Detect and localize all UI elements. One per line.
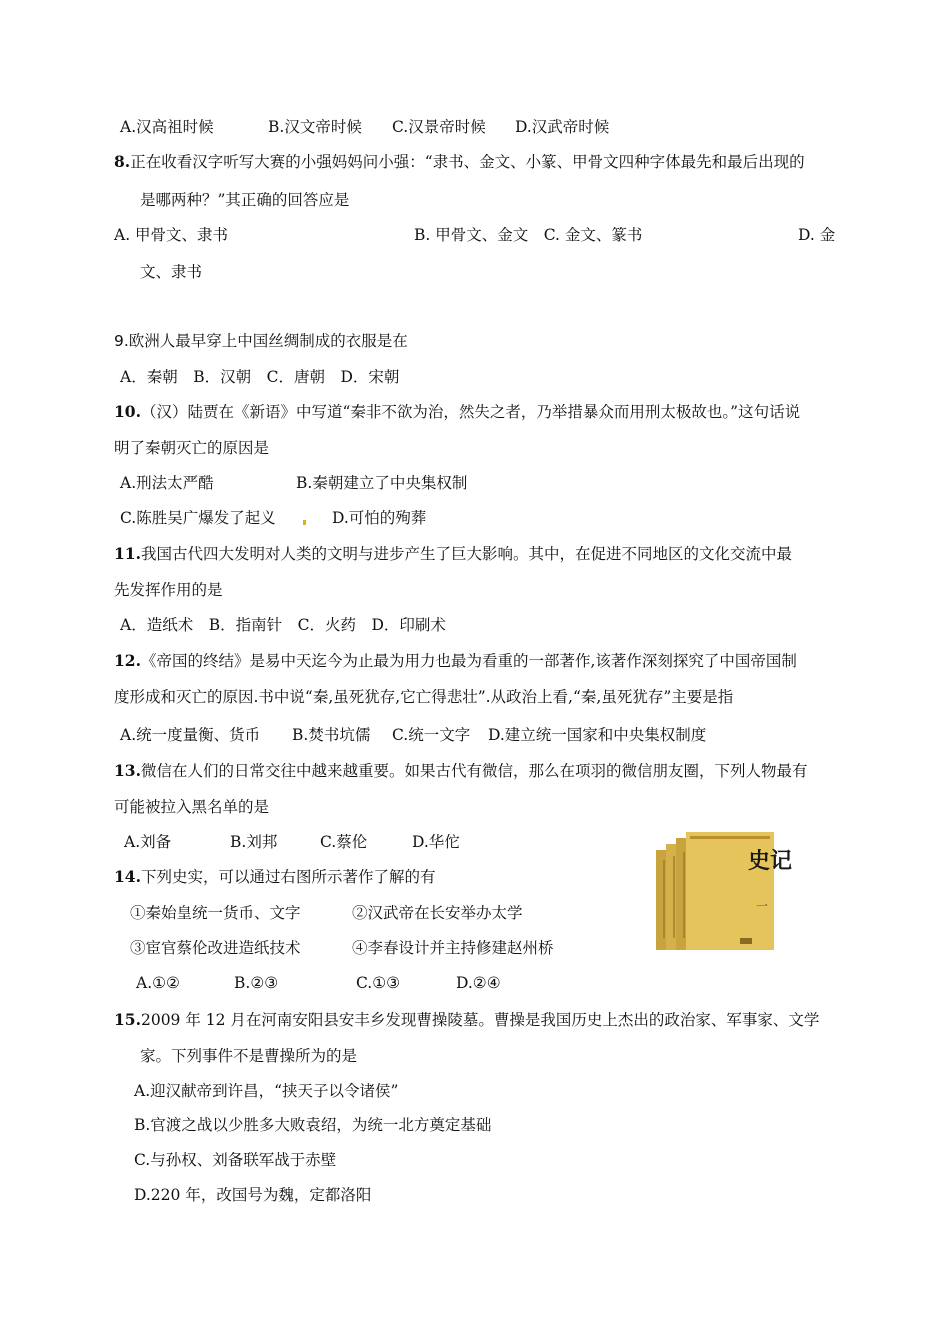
q8-option-d: D. 金 xyxy=(798,226,836,244)
q13-text: 微信在人们的日常交往中越来越重要。如果古代有微信，那么在项羽的微信朋友圈，下列人物最有 xyxy=(140,762,808,780)
q15-line1 xyxy=(114,1010,819,1030)
q14-number: 14. xyxy=(114,867,141,886)
q13-line2: 可能被拉入黑名单的是 xyxy=(114,798,270,816)
q10-text: （汉）陆贾在《新语》中写道“秦非不欲为治，然失之者，乃举措暴众而用刑太极故也。”这句话说 xyxy=(140,403,801,421)
q13-option-d: D.华佗 xyxy=(412,833,460,851)
publisher-logo xyxy=(740,938,752,944)
q8-option-a: A. 甲骨文、隶书 xyxy=(114,226,229,244)
q10-option-c: C.陈胜吴广爆发了起义 xyxy=(120,509,276,527)
q13-option-b: B.刘邦 xyxy=(230,833,278,851)
q12-option-d: D.建立统一国家和中央集权制度 xyxy=(488,726,707,744)
q7-option-d: D.汉武帝时候 xyxy=(515,118,610,136)
q12-option-c: C.统一文字 xyxy=(392,726,471,744)
q14-option-c: C.①③ xyxy=(356,974,401,992)
q15-number: 15. xyxy=(114,1010,141,1029)
book-volume: 一 xyxy=(756,899,769,913)
q10-line1 xyxy=(114,402,800,422)
q13-line1 xyxy=(114,761,807,781)
q13-option-c: C.蔡伦 xyxy=(320,833,368,851)
q15-option-d: D.220 年，改国号为魏，定都洛阳 xyxy=(134,1186,372,1204)
q12-option-b: B.焚书坑儒 xyxy=(292,726,371,744)
q14-item-2: ②汉武帝在长安举办太学 xyxy=(352,904,523,922)
q10-number: 10. xyxy=(114,402,141,421)
q12-line2: 度形成和灭亡的原因.书中说“秦,虽死犹存,它亡得悲壮”.从政治上看,“秦,虽死犹存”主要是指 xyxy=(114,688,734,706)
q9-options: A．秦朝 B．汉朝 C．唐朝 D．宋朝 xyxy=(120,368,400,386)
q9-line xyxy=(114,331,408,351)
q9-text: 欧洲人最早穿上中国丝绸制成的衣服是在 xyxy=(128,332,408,350)
q14-item-4: ④李春设计并主持修建赵州桥 xyxy=(352,939,554,957)
q7-option-c: C.汉景帝时候 xyxy=(392,118,486,136)
scan-speck xyxy=(303,520,306,525)
q15-text: 2009 年 12 月在河南安阳县安丰乡发现曹操陵墓。曹操是我国历史上杰出的政治家、军事家、文学 xyxy=(140,1011,820,1029)
cover-stripe xyxy=(690,836,770,839)
q7-option-b: B.汉文帝时候 xyxy=(268,118,362,136)
q12-number: 12. xyxy=(114,651,141,670)
q15-option-a: A.迎汉献帝到许昌，“挟天子以令诸侯” xyxy=(134,1082,399,1100)
q11-options: A．造纸术 B．指南针 C．火药 D．印刷术 xyxy=(120,616,446,634)
q14-item-3: ③宦官蔡伦改进造纸技术 xyxy=(130,939,301,957)
q15-option-b: B.官渡之战以少胜多大败袁绍，为统一北方奠定基础 xyxy=(134,1116,492,1134)
q10-option-a: A.刑法太严酷 xyxy=(120,474,214,492)
q10-option-b: B.秦朝建立了中央集权制 xyxy=(296,474,468,492)
q11-line2: 先发挥作用的是 xyxy=(114,581,223,599)
q8-number: 8. xyxy=(114,152,131,171)
q8-option-bc: B. 甲骨文、金文 C. 金文、篆书 xyxy=(414,226,643,244)
q8-line1 xyxy=(114,152,805,172)
q7-option-a: A.汉高祖时候 xyxy=(120,118,214,136)
q15-option-c: C.与孙权、刘备联军战于赤壁 xyxy=(134,1151,337,1169)
q14-item-1: ①秦始皇统一货币、文字 xyxy=(130,904,301,922)
q14-line xyxy=(114,867,435,887)
shiji-book-set-image xyxy=(652,830,793,956)
q12-text: 《帝国的终结》是易中天迄今为止最为用力也最为看重的一部著作,该著作深刻探究了中国帝国制 xyxy=(140,652,797,670)
q12-option-a: A.统一度量衡、货币 xyxy=(120,726,261,744)
q10-option-d: D.可怕的殉葬 xyxy=(332,509,427,527)
q8-text: 正在收看汉字听写大赛的小强妈妈问小强：“隶书、金文、小篆、甲骨文四种字体最先和最后出现的 xyxy=(130,153,805,171)
q14-option-b: B.②③ xyxy=(234,974,279,992)
q15-line2: 家。下列事件不是曹操所为的是 xyxy=(140,1047,358,1065)
q11-text: 我国古代四大发明对人类的文明与进步产生了巨大影响。其中，在促进不同地区的文化交流中最 xyxy=(140,545,792,563)
q10-line2: 明了秦朝灭亡的原因是 xyxy=(114,439,270,457)
q13-option-a: A.刘备 xyxy=(124,833,172,851)
q8-option-d-cont: 文、隶书 xyxy=(140,263,203,281)
q11-line1 xyxy=(114,544,792,564)
q13-number: 13. xyxy=(114,761,141,780)
q9-number: 9. xyxy=(114,332,129,350)
q11-number: 11. xyxy=(114,544,141,563)
q14-option-a: A.①② xyxy=(136,974,180,992)
q14-option-d: D.②④ xyxy=(456,974,501,992)
q12-line1 xyxy=(114,651,797,671)
book-title-char-1: 史记 xyxy=(748,848,793,874)
q14-text: 下列史实，可以通过右图所示著作了解的有 xyxy=(140,868,436,886)
q8-line2: 是哪两种？”其正确的回答应是 xyxy=(140,191,350,209)
